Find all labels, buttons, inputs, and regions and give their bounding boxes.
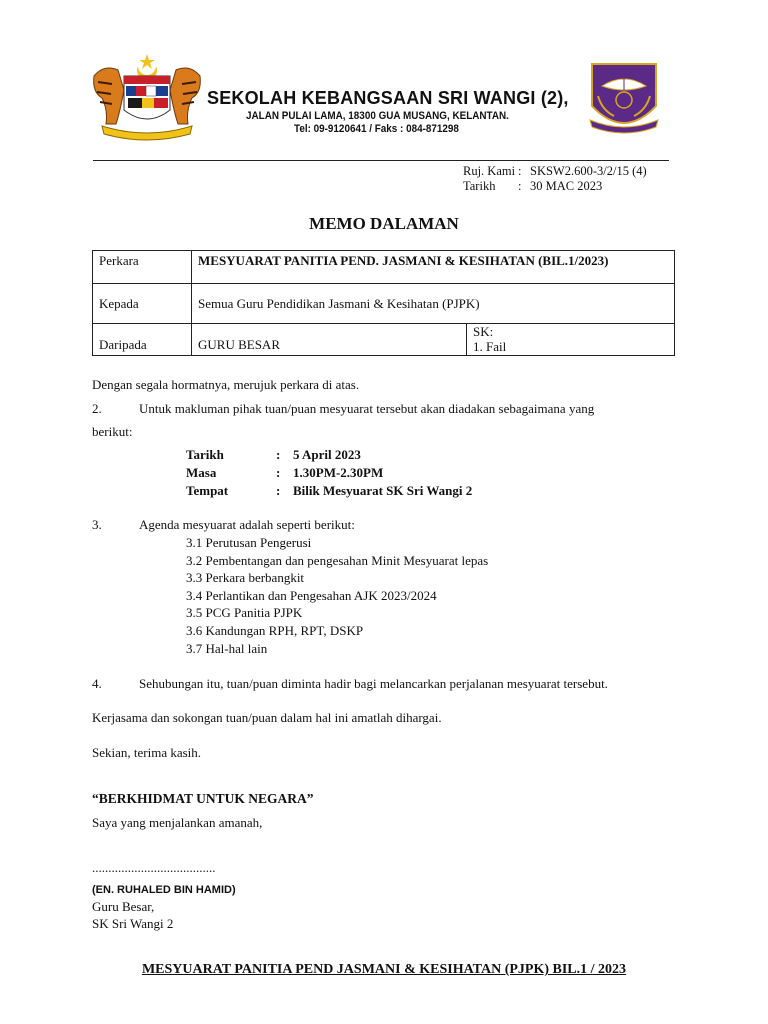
school-phone: Tel: 09-9120641 / Faks : 084-871298 [294, 123, 459, 135]
para-2-text: Untuk makluman pihak tuan/puan mesyuarat tersebut akan diadakan sebagaimana yang [139, 401, 595, 416]
memo-title: MEMO DALAMAN [309, 214, 459, 233]
agenda-item: 3.1 Perutusan Pengerusi [186, 535, 312, 550]
trust-text: Saya yang menjalankan amanah, [92, 815, 263, 830]
signature-dots: ...................................... [92, 860, 216, 875]
meeting-details [186, 446, 472, 500]
para-3-text: Agenda mesyuarat adalah seperti berikut: [139, 517, 355, 532]
date-label: Tarikh [463, 179, 496, 193]
daripada-label: Daripada [93, 324, 192, 356]
intro-text: Dengan segala hormatnya, merujuk perkara di atas. [92, 377, 360, 392]
signatory-name: (EN. RUHALED BIN HAMID) [92, 884, 236, 896]
reference-row: Ruj. Kami : SKSW2.600-3/2/15 (4) [463, 164, 647, 178]
perkara-value: MESYUARAT PANITIA PEND. JASMANI & KESIHATAN (BIL.1/2023) [192, 251, 675, 284]
detail-row: Masa : 1.30PM-2.30PM [186, 465, 384, 480]
closing-text: Sekian, terima kasih. [92, 745, 202, 760]
para-3-number: 3. [92, 517, 102, 532]
date-value: 30 MAC 2023 [530, 179, 603, 193]
detail-row: Tarikh : 5 April 2023 [186, 447, 361, 462]
letterhead-divider [93, 160, 669, 161]
kepada-label: Kepada [93, 284, 192, 324]
signatory-school: SK Sri Wangi 2 [92, 916, 174, 931]
school-name: SEKOLAH KEBANGSAAN SRI WANGI (2), [207, 88, 569, 108]
para-4-number: 4. [92, 676, 102, 691]
agenda-item: 3.3 Perkara berbangkit [186, 570, 305, 586]
footer-title: MESYUARAT PANITIA PEND JASMANI & KESIHATAN (PJPK) BIL.1 / 2023 [141, 962, 627, 977]
agenda-item: 3.5 PCG Panitia PJPK [186, 605, 303, 621]
national-crest-logo [88, 52, 206, 142]
agenda-item: 3.6 Kandungan RPH, RPT, DSKP [186, 622, 364, 638]
cooperation-text: Kerjasama dan sokongan tuan/puan dalam hal ini amatlah dihargai. [92, 710, 442, 725]
memo-info-table [92, 250, 675, 356]
motto: “BERKHIDMAT UNTUK NEGARA” [92, 791, 314, 806]
daripada-value: GURU BESAR [192, 324, 467, 356]
agenda-list [186, 534, 488, 657]
agenda-item: 3.4 Perlantikan dan Pengesahan AJK 2023/2024 [186, 587, 437, 603]
detail-row: Tempat : Bilik Mesyuarat SK Sri Wangi 2 [186, 483, 473, 498]
sk-item: 1. Fail [473, 339, 507, 354]
school-address: JALAN PULAI LAMA, 18300 GUA MUSANG, KELANTAN. [246, 110, 509, 122]
school-crest-logo [584, 60, 664, 138]
ref-label: Ruj. Kami [463, 164, 516, 178]
agenda-item: 3.2 Pembentangan dan pengesahan Minit Mesyuarat lepas [186, 552, 489, 568]
sk-label: SK: [473, 324, 494, 339]
agenda-item: 3.7 Hal-hal lain [186, 640, 268, 656]
signatory-position: Guru Besar, [92, 899, 155, 914]
sk-cell [467, 324, 675, 356]
perkara-label: Perkara [93, 251, 192, 284]
kepada-value: Semua Guru Pendidikan Jasmani & Kesihatan (PJPK) [192, 284, 675, 324]
ref-value: SKSW2.600-3/2/15 (4) [530, 164, 647, 178]
para-2-number: 2. [92, 401, 102, 416]
para-4-text: Sehubungan itu, tuan/puan diminta hadir bagi melancarkan perjalanan mesyuarat tersebut. [139, 676, 608, 691]
para-2-continued: berikut: [92, 424, 133, 439]
date-row: Tarikh : 30 MAC 2023 [463, 179, 603, 193]
